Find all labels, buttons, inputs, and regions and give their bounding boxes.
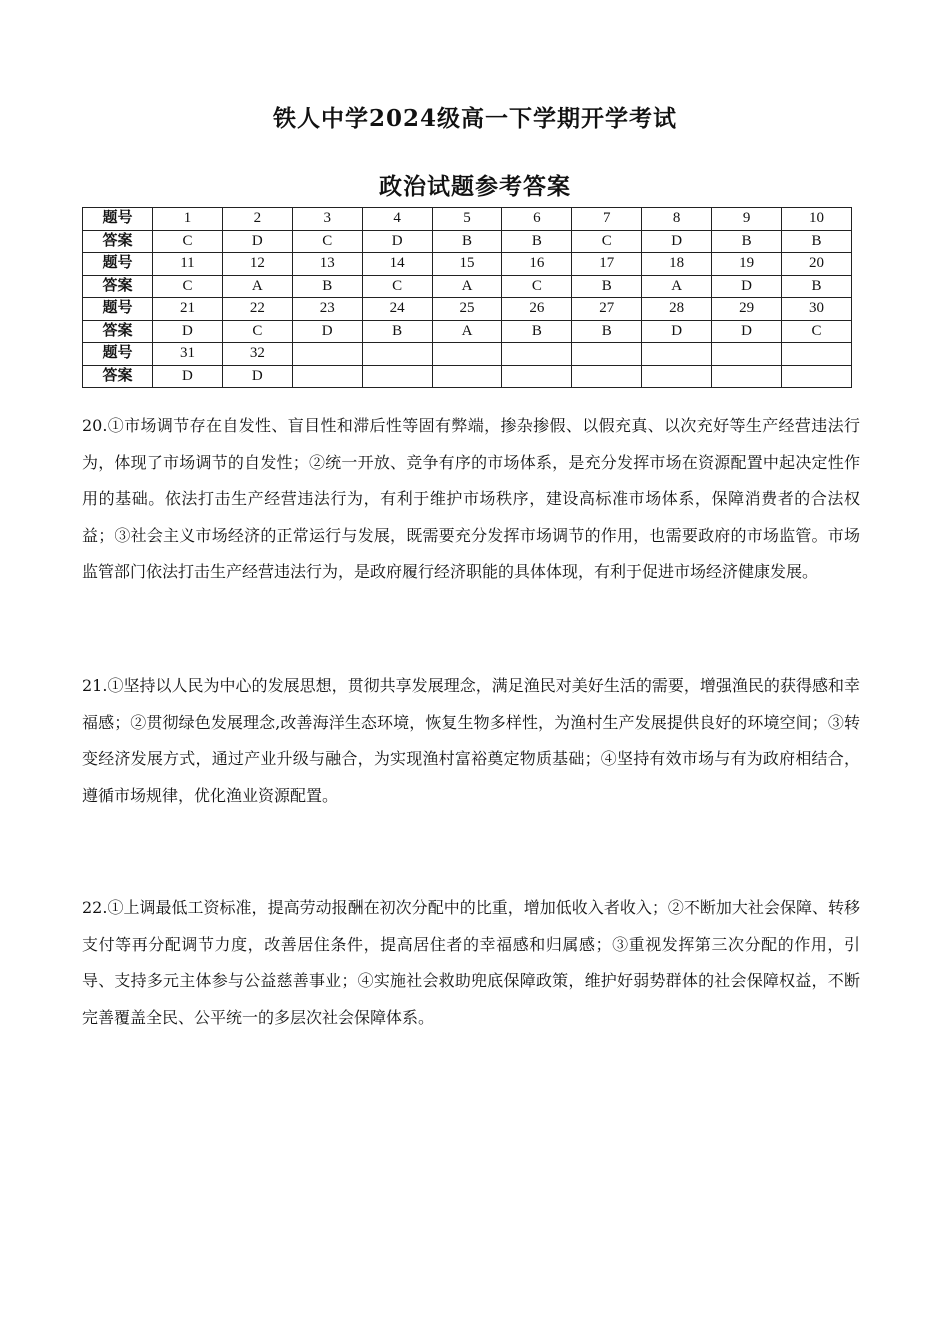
question-number-cell: 29 xyxy=(712,298,782,321)
answer-q22: 22.①上调最低工资标准，提高劳动报酬在初次分配中的比重，增加低收入者收入；②不断加大社会保障、转移支付等再分配调节力度，改善居住条件，提高居住者的幸福感和归属感；③重视发挥第三次分配的作用，引导、支持多元主体参与公益慈善事业；④实施社会救助兜底保障政策，维护好弱势群体的社会保障权益，不断完善覆盖全民、公平统一的多层次社会保障体系。 xyxy=(82,898,860,1027)
answer-table xyxy=(82,207,852,388)
question-number-cell: 24 xyxy=(362,298,432,321)
answer-cell: D xyxy=(362,230,432,253)
question-number-cell: 31 xyxy=(153,343,223,366)
question-number-cell: 14 xyxy=(362,253,432,276)
answer-cell: A xyxy=(222,275,292,298)
answer-row-label: 答案 xyxy=(83,230,153,253)
answer-q20: 20.①市场调节存在自发性、盲目性和滞后性等固有弊端，掺杂掺假、以假充真、以次充好等生产经营违法行为，体现了市场调节的自发性；②统一开放、竞争有序的市场体系，是充分发挥市场在资源配置中起决定性作用的基础。依法打击生产经营违法行为，有利于维护市场秩序，建设高标准市场体系，保障消费者的合法权益；③社会主义市场经济的正常运行与发展，既需要充分发挥市场调节的作用，也需要政府的市场监管。市场监管部门依法打击生产经营违法行为，是政府履行经济职能的具体体现，有利于促进市场经济健康发展。 xyxy=(82,416,860,581)
answer-row xyxy=(83,275,852,298)
answer-cell: D xyxy=(712,320,782,343)
question-number-cell: 15 xyxy=(432,253,502,276)
question-number-cell xyxy=(502,343,572,366)
question-number-cell: 22 xyxy=(222,298,292,321)
page-title: 铁人中学2024级高一下学期开学考试 xyxy=(272,105,677,132)
answer-cell: C xyxy=(362,275,432,298)
answer-cell: C xyxy=(153,230,223,253)
question-number-cell: 13 xyxy=(292,253,362,276)
question-number-cell: 8 xyxy=(642,208,712,231)
question-number-cell: 28 xyxy=(642,298,712,321)
question-number-cell: 32 xyxy=(222,343,292,366)
question-number-cell: 25 xyxy=(432,298,502,321)
answer-cell: B xyxy=(292,275,362,298)
answer-cell: B xyxy=(782,230,852,253)
question-number-cell xyxy=(782,343,852,366)
question-number-row xyxy=(83,208,852,231)
answer-cell: C xyxy=(153,275,223,298)
answer-cell: B xyxy=(782,275,852,298)
answer-cell xyxy=(502,365,572,388)
answer-cell xyxy=(712,365,782,388)
answer-cell: D xyxy=(712,275,782,298)
question-number-cell xyxy=(712,343,782,366)
question-number-cell xyxy=(292,343,362,366)
question-number-cell: 2 xyxy=(222,208,292,231)
answer-cell: B xyxy=(572,320,642,343)
question-number-row-label: 题号 xyxy=(83,343,153,366)
answer-cell: C xyxy=(572,230,642,253)
answer-row-label: 答案 xyxy=(83,275,153,298)
question-number-cell: 1 xyxy=(153,208,223,231)
question-number-row-label: 题号 xyxy=(83,208,153,231)
question-number-row xyxy=(83,253,852,276)
answer-cell: D xyxy=(222,365,292,388)
answer-cell xyxy=(572,365,642,388)
answer-cell xyxy=(362,365,432,388)
answer-row-label: 答案 xyxy=(83,365,153,388)
answer-cell xyxy=(782,365,852,388)
question-number-row-label: 题号 xyxy=(83,253,153,276)
answer-cell: B xyxy=(362,320,432,343)
question-number-cell: 21 xyxy=(153,298,223,321)
answer-cell: D xyxy=(153,365,223,388)
answer-cell: B xyxy=(572,275,642,298)
answer-cell: B xyxy=(432,230,502,253)
question-number-cell: 9 xyxy=(712,208,782,231)
question-number-cell: 18 xyxy=(642,253,712,276)
answer-cell: D xyxy=(222,230,292,253)
answer-cell: D xyxy=(153,320,223,343)
answer-cell: C xyxy=(222,320,292,343)
answer-row xyxy=(83,230,852,253)
answer-cell: C xyxy=(292,230,362,253)
question-number-cell: 10 xyxy=(782,208,852,231)
answer-q21: 21.①坚持以人民为中心的发展思想，贯彻共享发展理念，满足渔民对美好生活的需要，增强渔民的获得感和幸福感；②贯彻绿色发展理念,改善海洋生态环境，恢复生物多样性，为渔村生产发展提供良好的环境空间；③转变经济发展方式，通过产业升级与融合，为实现渔村富裕奠定物质基础；④坚持有效市场与有为政府相结合，遵循市场规律，优化渔业资源配置。 xyxy=(82,676,860,805)
answer-cell: B xyxy=(502,230,572,253)
question-number-cell xyxy=(362,343,432,366)
question-number-cell xyxy=(572,343,642,366)
question-number-cell xyxy=(432,343,502,366)
answer-cell xyxy=(642,365,712,388)
answer-cell xyxy=(432,365,502,388)
question-number-cell: 5 xyxy=(432,208,502,231)
question-number-cell: 23 xyxy=(292,298,362,321)
question-number-cell: 7 xyxy=(572,208,642,231)
question-number-cell: 19 xyxy=(712,253,782,276)
answer-cell: D xyxy=(642,230,712,253)
answer-cell: A xyxy=(432,275,502,298)
answer-row-label: 答案 xyxy=(83,320,153,343)
question-number-cell: 4 xyxy=(362,208,432,231)
answer-cell xyxy=(292,365,362,388)
answer-row xyxy=(83,365,852,388)
question-number-cell xyxy=(642,343,712,366)
answer-cell: A xyxy=(432,320,502,343)
question-number-cell: 26 xyxy=(502,298,572,321)
question-number-cell: 20 xyxy=(782,253,852,276)
answer-row xyxy=(83,320,852,343)
question-number-cell: 17 xyxy=(572,253,642,276)
question-number-cell: 6 xyxy=(502,208,572,231)
answer-cell: B xyxy=(502,320,572,343)
answer-cell: B xyxy=(712,230,782,253)
question-number-cell: 27 xyxy=(572,298,642,321)
answer-cell: C xyxy=(782,320,852,343)
page-subtitle: 政治试题参考答案 xyxy=(379,173,571,200)
answer-cell: C xyxy=(502,275,572,298)
question-number-row xyxy=(83,343,852,366)
question-number-cell: 12 xyxy=(222,253,292,276)
answer-cell: A xyxy=(642,275,712,298)
question-number-row-label: 题号 xyxy=(83,298,153,321)
question-number-cell: 16 xyxy=(502,253,572,276)
question-number-row xyxy=(83,298,852,321)
question-number-cell: 11 xyxy=(153,253,223,276)
question-number-cell: 30 xyxy=(782,298,852,321)
question-number-cell: 3 xyxy=(292,208,362,231)
answer-cell: D xyxy=(292,320,362,343)
answer-cell: D xyxy=(642,320,712,343)
